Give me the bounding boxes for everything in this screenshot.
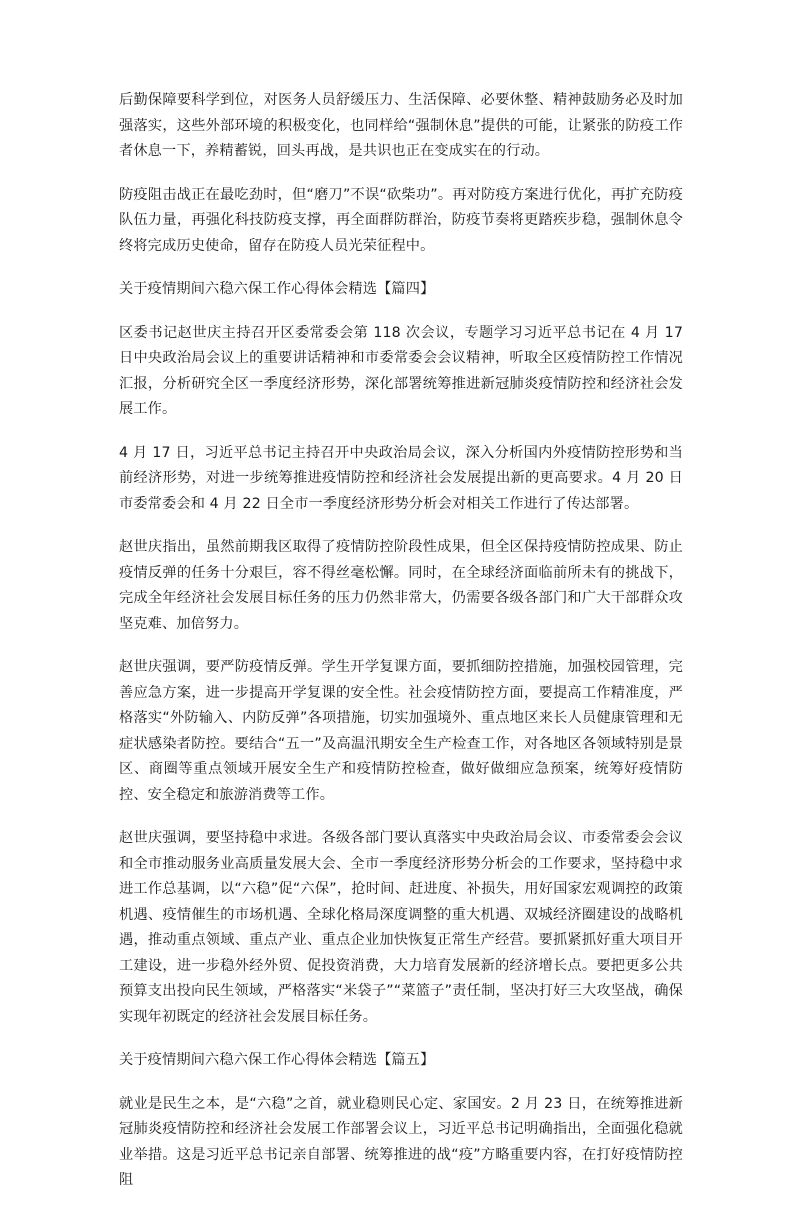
paragraph-6: 赵世庆强调，要严防疫情反弹。学生开学复课方面，要抓细防控措施，加强校园管理，完善应急方案，进一步提高开学复课的安全性。社会疫情防控方面，要提高工作精准度，严格落实“外防输入、内防反弹”各项措施，切实加强境外、重点地区来长人员健康管理和无症状感染者防控。要结合“五一”及高温汛期安全生产检查工作，对各地区各领域特别是景区、商圈等重点领域开展安全生产和疫情防控检查，做好做细应急预案，统筹好疫情防控、安全稳定和旅游消费等工作。 [119,659,683,803]
paragraph-8: 就业是民生之本，是“六稳”之首，就业稳则民心定、家国安。2 月 23 日，在统筹推进新冠肺炎疫情防控和经济社会发展工作部署会议上，习近平总书记明确指出，全面强化稳就业举措。这是习近平总书记亲自部署、统筹推进的战“疫”方略重要内容，在打好疫情防控阻 [119,1095,683,1188]
paragraph-7: 赵世庆强调，要坚持稳中求进。各级各部门要认真落实中央政治局会议、市委常委会会议和全市推动服务业高质量发展大会、全市一季度经济形势分析会的工作要求，坚持稳中求进工作总基调，以“六稳”促“六保”，抢时间、赶进度、补损失，用好国家宏观调控的政策机遇、疫情催生的市场机遇、全球化格局深度调整的重大机遇、双城经济圈建设的战略机遇，推动重点领域、重点产业、重点企业加快恢复正常生产经营。要抓紧抓好重大项目开工建设，进一步稳外经外贸、促投资消费，大力培育发展新的经济增长点。要把更多公共预算支出投向民生领域，严格落实“米袋子”“菜篮子”责任制，坚决打好三大攻坚战，确保实现年初既定的经济社会发展目标任务。 [119,830,683,1025]
paragraph-2: 防疫阻击战正在最吃劲时，但“磨刀”不误“砍柴功”。再对防疫方案进行优化，再扩充防疫队伍力量，再强化科技防疫支撑，再全面群防群治，防疫节奏将更踏疾步稳，强制休息令终将完成历史使命，留存在防疫人员光荣征程中。 [119,186,683,254]
paragraph-3: 区委书记赵世庆主持召开区委常委会第 118 次会议，专题学习习近平总书记在 4 月 17 日中央政治局会议上的重要讲话精神和市委常委会会议精神，听取全区疫情防控工作情况汇报，分析研究全区一季度经济形势，深化部署统筹推进新冠肺炎疫情防控和经济社会发展工作。 [119,324,683,417]
paragraph-5: 赵世庆指出，虽然前期我区取得了疫情防控阶段性成果，但全区保持疫情防控成果、防止疫情反弹的任务十分艰巨，容不得丝毫松懈。同时，在全球经济面临前所未有的挑战下，完成全年经济社会发展目标任务的压力仍然非常大，仍需要各级各部门和广大干部群众攻坚克难、加倍努力。 [119,539,683,632]
document-page [119,88,683,1212]
paragraph-4: 4 月 17 日，习近平总书记主持召开中央政治局会议，深入分析国内外疫情防控形势和当前经济形势，对进一步统筹推进疫情防控和经济社会发展提出新的更高要求。4 月 20 日市委常委会和 4 月 22 日全市一季度经济形势分析会对相关工作进行了传达部署。 [119,444,683,512]
paragraph-1: 后勤保障要科学到位，对医务人员舒缓压力、生活保障、必要休整、精神鼓励务必及时加强落实，这些外部环境的积极变化，也同样给“强制休息”提供的可能，让紧张的防疫工作者休息一下，养精蓄锐，回头再战，是共识也正在变成实在的行动。 [119,92,683,159]
section-heading-4: 关于疫情期间六稳六保工作心得体会精选【篇四】 [119,281,435,297]
section-heading-5: 关于疫情期间六稳六保工作心得体会精选【篇五】 [119,1052,435,1068]
